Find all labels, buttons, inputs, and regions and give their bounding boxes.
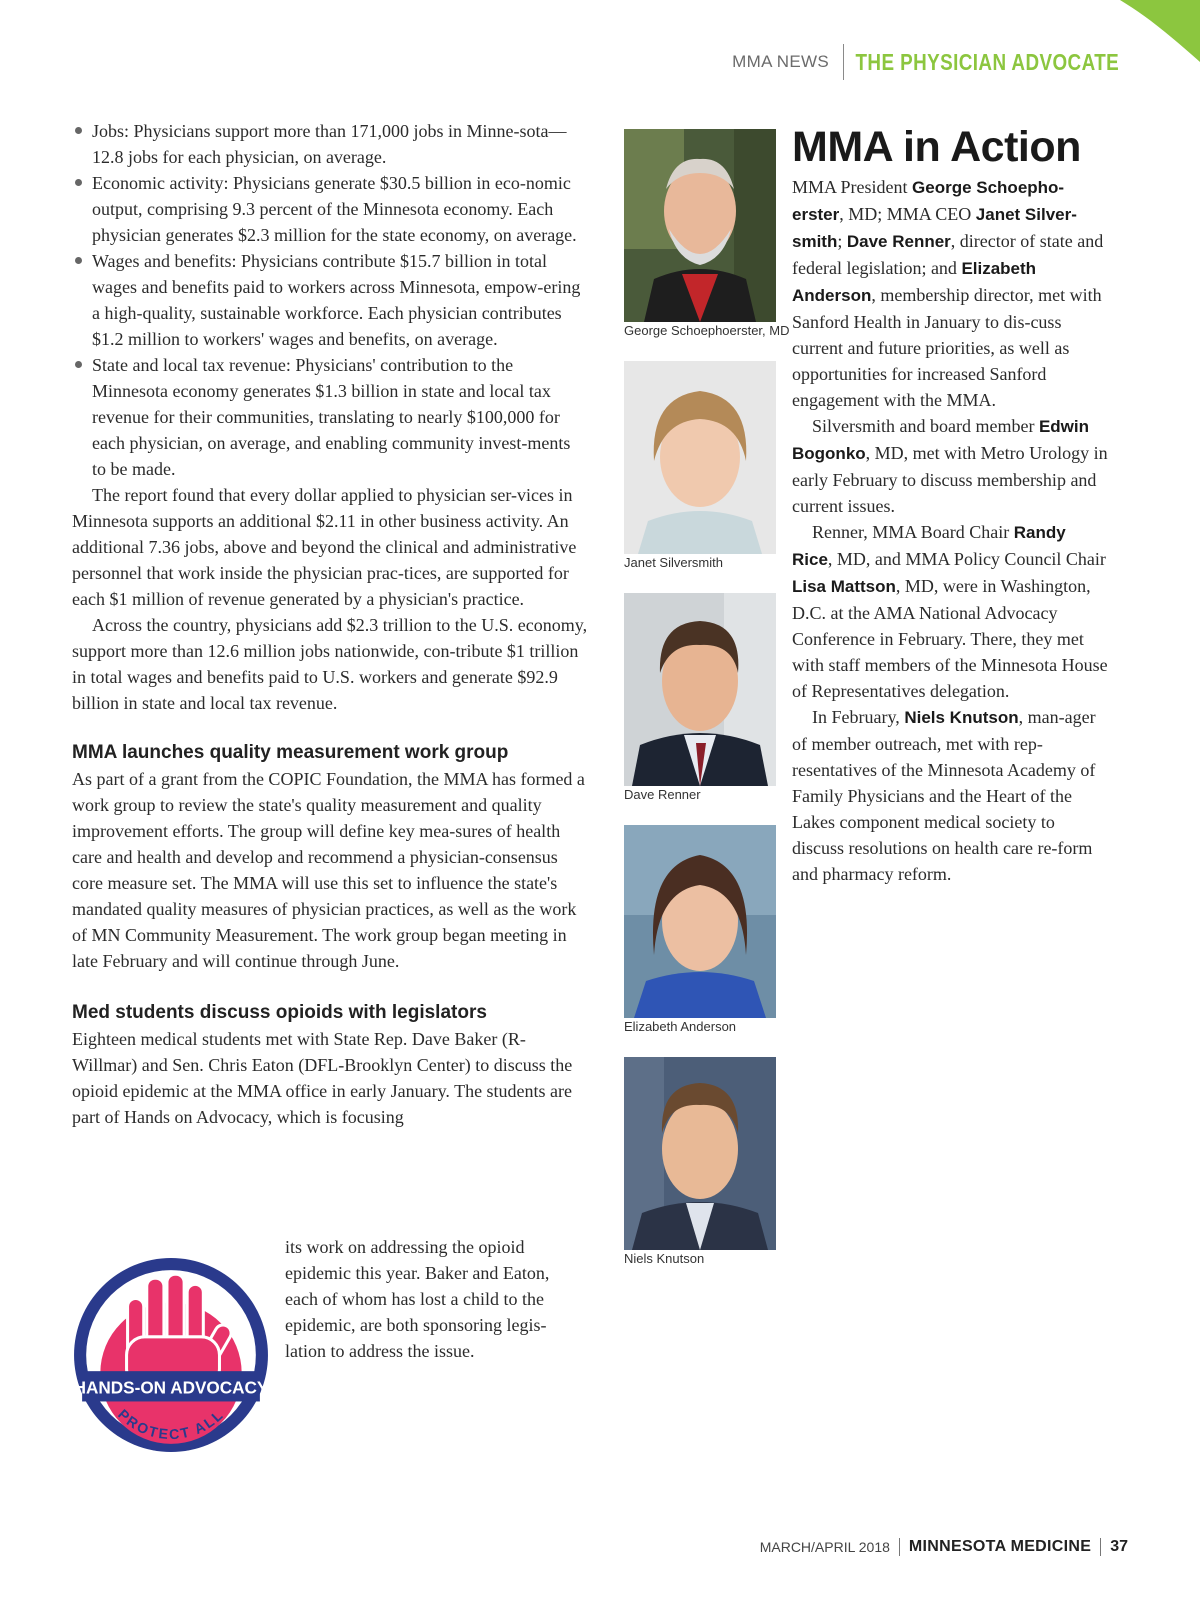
action-paragraph-3 [792,519,1110,704]
magazine-name: MINNESOTA MEDICINE [908,1538,1092,1555]
report-paragraph: The report found that every dollar applied to physician ser-vices in Minnesota supports an additional $2.11 in other business activity. An additional 7.36 jobs, above and beyond the clinical and administrative personnel that work inside the physician prac-tices, are supported for each $1 million of revenue generated by a physician's practice. [72,485,577,609]
photo-george-schoephoerster [624,129,776,322]
section-label: MMA NEWS [732,52,829,71]
department-title: THE PHYSICIAN ADVOCATE [855,48,1120,75]
list-item: Economic activity: Physicians generate $30.5 billion in eco-nomic output, comprising 9.3 percent of the Minnesota economy. Each physician generates $2.3 million for the state economy, on average. [72,170,588,248]
opioids-body: Eighteen medical students met with State Rep. Dave Baker (R-Willmar) and Sen. Chris Eaton (DFL-Brooklyn Center) to discuss the opioid epidemic at the MMA office in early January. The students are part of Hands on Advocacy, which is focusing [72,1029,573,1127]
national-paragraph: Across the country, physicians add $2.3 trillion to the U.S. economy, support more than 12.6 million jobs nationwide, con-tribute $1 trillion in total wages and benefits paid to U.S. workers and generate $92.9 billion in state and local tax revenue. [72,615,588,713]
photo-caption: Niels Knutson [624,1251,705,1266]
action-paragraph-1 [792,174,1110,413]
person-name: Lisa Mattson [792,577,896,596]
action-paragraph-4 [792,704,1110,887]
paragraph-text: , MD, and MMA Policy Council Chair [827,549,1106,569]
person-name: George Schoepho-erster [792,178,1065,224]
page-header [732,44,1128,80]
paragraph-text: , MD, were in Washington, D.C. at the AMA National Advocacy Conference in February. There, they met with staff members of the Minnesota House of Representatives delegation. [792,576,1108,701]
list-item: Jobs: Physicians support more than 171,000 jobs in Minne-sota—12.8 jobs for each physician, on average. [72,118,588,170]
paragraph-text: , membership director, met with Sanford Health in January to dis-cuss current and future priorities, as well as opportunities for increased Sanford engagement with the MMA. [792,285,1102,410]
logo-arc-text: PROTECT ALL [115,1405,227,1443]
paragraph-text: , MD, met with Metro Urology in early February to discuss membership and current issues. [792,443,1108,516]
paragraph-text: , director of state and federal legislation; and [792,231,1104,278]
paragraph-text: MMA President [792,177,913,197]
right-column [792,122,1110,887]
photo-caption: Janet Silversmith [624,555,723,570]
issue-date: MARCH/APRIL 2018 [759,1539,890,1555]
photo-dave-renner [624,593,776,786]
person-name: Janet Silver-smith [792,205,1077,251]
paragraph-text: ; [837,231,847,251]
photo-caption: George Schoephoerster, MD [624,323,790,338]
page-number: 37 [1110,1538,1128,1555]
paragraph-text: Renner, MMA Board Chair [812,522,1014,542]
photo-caption: Dave Renner [624,787,701,802]
quality-workgroup-body: As part of a grant from the COPIC Foundation, the MMA has formed a work group to review the state's quality measurement and quality improvement efforts. The group will define key mea-sures of health care and health and develop and recommend a physician-consensus core measure set. The MMA will use this set to influence the state's mandated quality measures of physician practices, as well as the work of MN Community Measurement. The work group began meeting in late February and will continue through June. [72,769,585,971]
paragraph-text: , man-ager of member outreach, met with rep-resentatives of the Minnesota Academy of Family Physicians and the Heart of the Lakes component medical society to discuss resolutions on health care re-form and pharmacy reform. [792,707,1096,884]
photo-janet-silversmith [624,361,776,554]
list-item: State and local tax revenue: Physicians' contribution to the Minnesota economy generates $1.3 billion in state and local tax revenue for their communities, translating to nearly $100,000 for each physician, on average, and enabling community invest-ments to be made. [72,352,588,482]
left-column [72,118,588,1130]
paragraph-text: , MD; MMA CEO [839,204,976,224]
hands-on-advocacy-logo [70,1254,272,1456]
person-name: Edwin Bogonko [792,417,1090,463]
action-paragraph-2 [792,413,1110,519]
photo-caption: Elizabeth Anderson [624,1019,737,1034]
opioids-body-continued: its work on addressing the opioid epidemic this year. Baker and Eaton, each of whom has lost a child to the epidemic, are both sponsoring legis-lation to address the issue. [285,1237,550,1361]
quality-workgroup-heading: MMA launches quality measurement work group [72,742,509,763]
person-name: Randy Rice [792,523,1066,569]
list-item: Wages and benefits: Physicians contribute $15.7 billion in total wages and benefits paid to workers across Minnesota, empow-ering a high-quality, sustainable workforce. Each physician contributes $1.2 million to workers' wages and benefits, on average. [72,248,588,352]
person-name: Niels Knutson [904,708,1019,727]
logo-text: HANDS-ON ADVOCACY [73,1377,269,1398]
mma-in-action-title: MMA in Action [792,123,1081,171]
photo-niels-knutson [624,1057,776,1250]
opioids-heading: Med students discuss opioids with legislators [72,1002,487,1023]
economic-impact-list [72,118,588,482]
paragraph-text: In February, [812,707,905,727]
page-footer [760,1536,1128,1558]
paragraph-text: Silversmith and board member [812,416,1039,436]
person-name: Dave Renner [846,232,951,251]
person-name: Elizabeth Anderson [792,259,1037,305]
photo-elizabeth-anderson [624,825,776,1018]
